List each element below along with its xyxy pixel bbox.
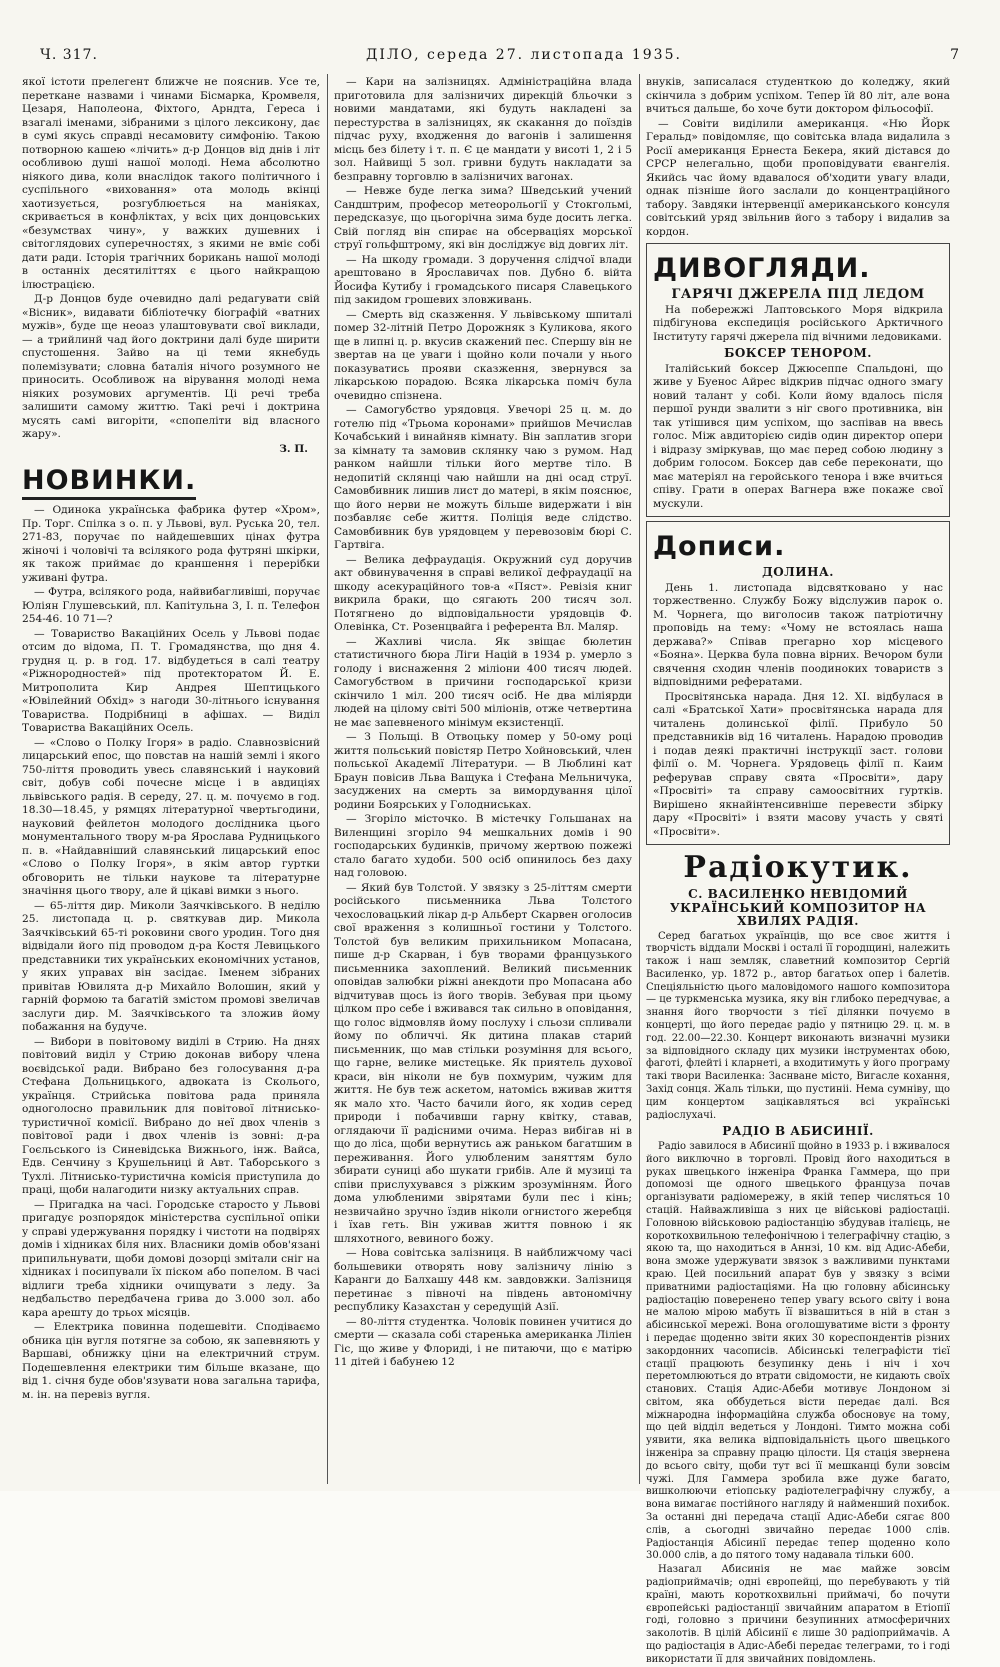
article-paragraph: Італійський боксер Джюсеппе Спальдоні, що живе у Буенос Айрес відкрив підчас одного змагу новий талант у собі. Коли йому вдалось після першої рунди звалити з ніг свого противника, він так утішився цим успіхом, що заспівав на ввесь голос. Між авдиторією сидів один директор опери і відразу зміркував, що має перед собою людину з добрим голосом. Боксер дав себе переконати, що має матеріял на геройського тенора і вже вчиться співу. Грати в операх Вагнера вже покаже свої мускули. bbox=[653, 362, 943, 510]
column-divider bbox=[639, 74, 640, 1484]
news-item: — Футра, всілякого рода, найвибагливіші, поручає Юліян Глушевський, пл. Капітульна 3, I. п. Телефон 254-46. 10 71—? bbox=[22, 586, 320, 625]
column-1 bbox=[22, 76, 320, 1481]
article-paragraph: Серед багатьох українців, що все своє життя і творчість віддали Москві і осталі її городщині, належить також і наш земляк, славетний композитор Сергій Василенко, ур. 1872 р., автор багатьох опер і балетів. Спеціяльністю цього маловідомого нашого композитора — це туркменська музика, яку він глибоко передчуває, а знання його творчости з тієї ділянки почуємо в концерті, що його передає радіо у пятницю 29. ц. м. в год. 22.00—22.30. Концерт виконають визначні музики за відповідного складу цих музики інструментах обою, фаготі, флейті і кларнеті, а входитимуть у його програму такі твори Василенка: Заснване місто, Вигасле кохання, Захід сонця. Жаль тільки, що пустиніі. Нема сумніву, що цим концертом зацікавляться всі українські радіослухачі. bbox=[646, 930, 950, 1121]
news-item: — Кари на залізницях. Адміністраційна влада приготовила для залізничих дирекцій бльочки з новими мандатами, які будуть накладені за перестурства в залізницях, як скакання до поїздів підчас руху, входження до вагонів і залишення місць без білету і т. п. Є це мандати у висоті 1, 2 і 5 зол. Найвищі 5 зол. гривни будуть накладати за безправну торговлю в залізничих вагонах. bbox=[334, 76, 632, 183]
news-item: — Нова совітська залізниця. В найближчому часі большевики отворять нову залізничу лінію з Каранги до Балхашу 448 км. завдовжки. Залізниця перетинає з півночі на південь автономічну республику Казахстан у середущій Азії. bbox=[334, 1247, 632, 1313]
news-item: — Совіти виділили американця. «Ню Йорк Геральд» повідомляє, що совітська влада видалила з Росії американця Ернеста Бекера, який дістався до СРСР нелегально, щоби проповідувати євангелія. Якийсь час йому вдавалося об'ходити увагу влади, однак пізніше його заслали до концентраційного табору. Завдяки інтервенції американського консуля совітський уряд звільнив його з табору і видалив за кордон. bbox=[646, 117, 950, 238]
column-3 bbox=[646, 76, 950, 1665]
section-title-novynky: НОВИНКИ. bbox=[22, 466, 196, 500]
news-item: — Велика дефраудація. Окружний суд доручив акт обвинувачення в справі великої дефраудації на шкоду асекураційного тов-а «Пяст». Ревізія книг викрила браки, що сягають 200 тисяч зол. Потягнено до відповідальности урядовців Ф. Олевінка, Ст. Розенцвайга і референта Вл. Маляр. bbox=[334, 553, 632, 633]
news-item: — 65-ліття дир. Миколи Заячківського. В неділю 25. листопада ц. р. святкував дир. Микола Заячківський 65-ті роковини свого уродин. Того дня відвідали його під проводом д-ра Костя Левицького представники тих українських економічних установ, у яких управах він засідає. Іменем зібраних привітав Ювилята д-р Михайло Волошин, який у гарній формою та багатій змістом промові звеличав заслуги дир. М. Заячківського та зложив йому побажання на будуче. bbox=[22, 899, 320, 1033]
news-item: — Пригадка на часі. Городське старосто у Львові пригадує розпорядок міністерства суспільної опіки у справі удержування порядку і чистоти на подвірях домів і хідниках біля них. Власники домів обов'язані припильнувати, щоби домові дозорці змітали сніг на хідниках і посипували їх піском або попелом. В часі відлиги треба хідники очищувати з леду. За недбальство передбачена грива до 3.000 зол. або кара арешту до трьох місяців. bbox=[22, 1198, 320, 1319]
news-item: — Самогубство урядовця. Увечорі 25 ц. м. до готелю під «Трьома коронами» прийшов Мечислав Кочабський і винайняв кімнату. Він заплатив згори за кімнату та замовив склянку чаю з румом. Над ранком найшли тільки його мертве тіло. В недопитій склянці чаю найшли на дні осад струї. Самовбивник лишив лист до матері, в якім пояснює, що його нерви не можуть більше видержати і він позбавляє себе життя. Поліція веде слідство. Самовбивник був урядовцем у перевозовім бюрі С. Гартвіга. bbox=[334, 404, 632, 551]
article-paragraph: якої істоти прелегент ближче не пояснив. Усе те, перетканe назвами і чинами Бісмарка, Кромвеля, Цезаря, Наполеона, Фіхтого, Арндта, Гереса і взагалі іменами, зібраними з цілого лексикону, дає в сумі якусь справді несамовиту симфонію. Такою потворною кашею «лічить» д-р Донцов від днів і літ особливою душі нашої молоді. Нема абсолютно ніякого дива, коли внаслідок такого політичного і суспільного «виховання» ота молодь вкінці хаотизується, розгублюється на маніяках, скривається в конфліктах, у всіх цих донцовських «безумствах чину», у важких душевних і світоглядових суперечностях, з якими не вміє собі дати ради. Історія трагічних борикань нашої молоді в останніх десятиліттях є цього найкращою ілюстрацією. bbox=[22, 76, 320, 291]
column-2 bbox=[334, 76, 632, 1481]
section-title-diviglady: ДИВОГЛЯДИ. bbox=[653, 253, 871, 284]
news-item: — Який був Толстой. У звязку з 25-літтям смерти російського письменника Льва Толстого чехословацький лікар д-р Альберт Скарвен оголосив свої враження з колишньої гостини у Толстого. Толстой був великим прихильником Мопасана, пише д-р Скарван, і був творами французького письменника захоплений. Великий письменник оповідав залюбки ріжні анекдоти про Мопасана або відчитував щось із його творів. Зебувая при цьому цілком про себе і вживався так сильно в оповідання, що голос відмовляв йому послуху і сльози спливали йому по обличчі. Як дитина плакав старий письменник, що мав стільки розуміння для всього, що гарне, велике мистецьке. Як приятель духової краси, він ніколи не був похмурим, чужим для життя. Не був теж аскетом, натомісь вживав життя як мало хто. Часто бачили його, як ходив серед природи і побачивши гарну квітку, ставав, оглядаючи її радісними очима. Нераз вибігав ні в що до ліса, щоби вернутись аж раньком багатшим в переживання. Його улюбленим заняттям було збирати суниці або шукати грибів. Але й музиці та співи прислухувався з ріжким зрозумінням. Його дома улюбленими звірятами були пес і кінь; незвичайно зручно їздив ніколи огнистого жеребця і їхав геть. Він уживав життя повною і як шляхотного, вевиного божу. bbox=[334, 881, 632, 1245]
diviglady-box bbox=[646, 243, 950, 517]
news-item: — Згоріло місточко. В містечку Гольшанах на Виленщині згоріло 94 мешкальних домів і 90 господарських будинків, причому жертвою пожежі стало багато худоби. 500 осіб опинилось без даху над головою. bbox=[334, 813, 632, 879]
subheading: ДОЛИНА. bbox=[762, 565, 834, 579]
section-title-radiokutyk: Радіокутик. bbox=[683, 850, 913, 885]
article-signature: З. П. bbox=[279, 442, 308, 455]
dopysy-box bbox=[646, 521, 950, 845]
section-title-dopysy: Дописи. bbox=[653, 531, 786, 562]
subheading: БОКСЕР ТЕНОРОМ. bbox=[724, 346, 872, 360]
news-item: — 80-ліття студентка. Чоловік повинен учитися до смерти — сказала собі старенька американка Ліліен Гіс, що живе у Флориді, і не питаючи, що є матірю 11 дітей і бабунею 12 bbox=[334, 1315, 632, 1368]
news-item: — З Польщі. В Отвоцьку помер у 50-ому році життя польський повістяр Петро Хойновський, член польської Академії Літератури. — В Люблині кат Браун повісив Льва Ващука і Стефана Мельничука, засуджених на смерть за вимордування цілої родини Боярських у Голодниськах. bbox=[334, 731, 632, 811]
news-item: — «Слово о Полку Ігоря» в радіо. Славнозвісний лицарський епос, що повстав на нашій землі і якого 750-ліття проводить увесь славянський і науковий світ, добув собі почесне місце і в авдиціях львівського радія. В середу, 27. ц. м. почуємо в год. 18.30—18.45, у рямцях літературної чвертьгодини, науковий фейлетон молодого дослідника цього монументального твору м-ра Ярослава Рудницького п. в. «Найдавніший славянський лицарський епос «Слово о Полку Ігоря», в якім автор гуртки обговорить не тільки наукове та літературне значіння цього твору, але й цікаві вимки з нього. bbox=[22, 736, 320, 897]
masthead-date: ДІЛО, середа 27. листопада 1935. bbox=[366, 47, 682, 63]
article-paragraph: Просвітянська нарада. Дня 12. XI. відбулася в салі «Братської Хати» просвітянська нарада для читалень долинської філії. Прибуло 50 представників від 16 читалень. Нарадою проводив і подав деякі практичні інструкції заст. голови філії о. М. Чорнега. Урядовець філії п. Каим реферував справу свята «Просвіти», дару «Просвіті» та справу самоосвітних гуртків. Вирішено якнайінтенсивніше перевести збірку дару «Просвіті» і взяти масову участь у святі «Просвіти». bbox=[653, 690, 943, 838]
article-paragraph: Назагал Абисинія не має майже зовсім радіоприймачів; одні європейці, що перебувають у тій країні, мають короткохвильні приймачі, бо почути європейські радіостанції звичайним апаратом в Етіопії годі, головно з причини безупинних атмосферичних заколотів. В цілій Абісинії є лише 30 радіоприймачів. А що радіостація в Адис-Абебі передає телеграми, то і годі використати її для звичайних повідомлень. bbox=[646, 1564, 950, 1665]
article-paragraph: День 1. листопада відсвятковано у нас торжественно. Службу Божу відслужив парок о. М. Чорнега, що виголосив також патріотичну проповідь на тему: «Чому не встоялась наша держава?» Співав прегарно хор місцевого «Бояна». Церква була повна вірних. Вечором були свячення сходин членів поодиноких товариств з відповідними рефератами. bbox=[653, 581, 943, 688]
article-paragraph: На побережжі Лаптовського Моря відкрила підбігунова експедиція російського Арктичного Інституту гарячі джерела під вічними ледовиками. bbox=[653, 303, 943, 343]
page-number: 7 bbox=[950, 47, 960, 63]
news-item: — Електрика повинна подешевіти. Сподіваємо обника цін вугля потягне за собою, як запевняють у Варшаві, обнижку ціни на електричний струм. Подешевлення електрики тим більше вказане, що від 1. січня буде обов'язувати нова загальна тарифа, м. ін. на перевіз вугля. bbox=[22, 1321, 320, 1401]
news-item: — Невже буде легка зима? Шведський учений Сандштрим, професор метеорольогії у Стокгольмі, передсказує, що цьогорічна зима буде досить легка. Свій погляд він спирає на обсерваціях морської струї гольфштрому, які він досліджує від довгих літ. bbox=[334, 185, 632, 251]
article-paragraph: Д-р Донцов буде очевидно далі редагувати свій «Вісник», видавати бібліотечку біографій «ватних мужів», буде ще неоаз улаштовувати свої виклади, — а трийлинй чад його доктрини далі буде ширити спустошення. Зайво на ці теми якнебудь полемізувати; словна баталія нічого розумного не приносить. Особливож на вірування молоді нема ніяких розумових аргументів. Ці речі треба залишити самому життю. Такі речі і доктрина мусять самі вигоріти, «спопеліти від власного жару». bbox=[22, 293, 320, 440]
news-item: внуків, записалася студенткою до коледжу, який скінчила з добрим успіхом. Тепер їй 80 літ, але вона вчиться дальше, бо хоче бути доктором фільософії. bbox=[646, 76, 950, 115]
news-item: — Товариство Вакаційних Осель у Львові подає отсим до відома, П. Т. Громадянства, що дня 4. грудня ц. р. в год. 17. відбудеться в салі театру «Ріжнородностей» під протекторатом Й. Е. Митрополита Кир Андрея Шептицького «Ювілейний Обхід» з нагоди 30-літнього існування Товариства. Подрібниці в афішах. — Виділ Товариства Вакаційних Осель. bbox=[22, 627, 320, 734]
news-item: — Жахливі числа. Як звіщає бюлетин статистичного бюра Ліги Націй в 1934 р. умерло з голоду і виснаження 2 міліони 400 тисяч людей. Самогубством в причини господарської кризи скінчило 1 міл. 200 тисяч осіб. Не два міліярди людей на цілому світі 500 міліонів, отже четвертина не має запевненого мінімум екзистенції. bbox=[334, 635, 632, 729]
news-item: — Смерть від сказження. У львівському шпиталі помер 32-літній Петро Дорожняк з Куликова, якого ще в липні ц. р. вкусив скажений пес. Спершу він не звертав на це уваги і щойно коли почали у нього показуватись прояви сказження, звернувся за лікарською порадою. Всяка лікарська поміч була очевидно спізнена. bbox=[334, 308, 632, 402]
article-paragraph: Радіо завилося в Абисинії щойно в 1933 р. і вживалося його виключно в торговлі. Провід його находиться в руках швецького інженіра Франка Гаммера, що при допомозі ще одного швецького француза почав організувати радіомережу, в якій тепер числяться 10 стацій. Найважливіша з них це військові радіостаціі. Головною військовою радіостанцію збудував італієць, не короткохвильною телефонічною і телеграфічну стацію, з якою та, що находиться в Аннзі, 10 км. від Адис-Абеби, вона зможе удержувати звязок з важливими пунктами краю. Цей посильний апарат був у звязку з всіми приватними радіостаціями. На цю головну абісинську радіостацію поверенено тепер увагу всього світу і вона не малою мірою мабуть її візвашиться в ній в стан з абісинської мережі. Вона оголошуватиме вісти з фронту і передає щоденно звіти яких 30 кореспондентів різних закордонних часописів. Абісинські телеграфісти тієї стації працюють безупинку день і ніч і хоч перетомлюються до втрати свідомости, не кидають своїх станових. Стація Адис-Абеби мотивує Лондоном зі світом, яка оббудеться вісти передає далі. Вся міжнародна інформаційна служба обосновує на тому, що цей відділ ведеться у Лондоні. Тимто можна собі уявити, яка велика відповідальність цього швецького інженіра за справну працю цілости. Ця стація звернена до всього світу, щоби тут всі її мешканці були зовсім чужі. Для Гаммера зробила вже дуже багато, вишколюючи етіопську радіотелеграфічну службу, а вона вимагає постійного нагляду й найменший похибок. За останні дні передача стації Адис-Абеби сягає 800 слів, а сьогодні звичайно передає 1000 слів. Радіостанція Абісинії передає тепер щоденно коло 30.000 слів, а до пятого тому надавала тільки 600. bbox=[646, 1140, 950, 1562]
column-divider bbox=[327, 74, 328, 1484]
news-item: — На шкоду громади. З доручення слідчої влади арештовано в Ярославичах пов. Дубно б. війта Йосифа Кутибу і громадського писаря Славецького під закидом грошевих зловживань. bbox=[334, 253, 632, 306]
page-header bbox=[40, 42, 960, 68]
subheading: РАДІО В АБИСИНІЇ. bbox=[722, 1124, 874, 1139]
news-item: — Одинока українська фабрика футер «Хром», Пр. Торг. Спілка з о. п. у Львові, вул. Руська 20, тел. 271-83, поручає по найдешевших цінах футра жіночі і чоловічі та всілякого рода футряні шкірки, як також приймає до краншення і перерібки уживані футра. bbox=[22, 504, 320, 584]
subheading: ГАРЯЧІ ДЖЕРЕЛА ПІД ЛЕДОМ bbox=[671, 287, 925, 302]
news-item: — Вибори в повітовому виділі в Стрию. На днях повітовий виділ у Стрию доконав вибору члена воєвідської ради. Вибрано без голосування д-ра Стефана Дольницького, адвоката із Сколього, українця. Стрийська повітова рада приняла одноголосно правильник для повітової літнисько-туристичної комісії. Вибрано до неї двох членів з повітової ради і двох членів із зовні: д-ра Гоєльського із Синевідська Вижнього, інж. Вайса, Едв. Сенчину з Крушельниці й Авт. Таборського з Тухлі. Літнисько-туристична комісія приступила до праці, щоби налагодити низку актуальних справ. bbox=[22, 1035, 320, 1196]
subheading: С. ВАСИЛЕНКО НЕВІДОМИЙ УКРАЇНСЬКИЙ КОМПОЗИТОР НА ХВИЛЯХ РАДІЯ. bbox=[669, 887, 927, 928]
issue-number: Ч. 317. bbox=[40, 47, 98, 63]
